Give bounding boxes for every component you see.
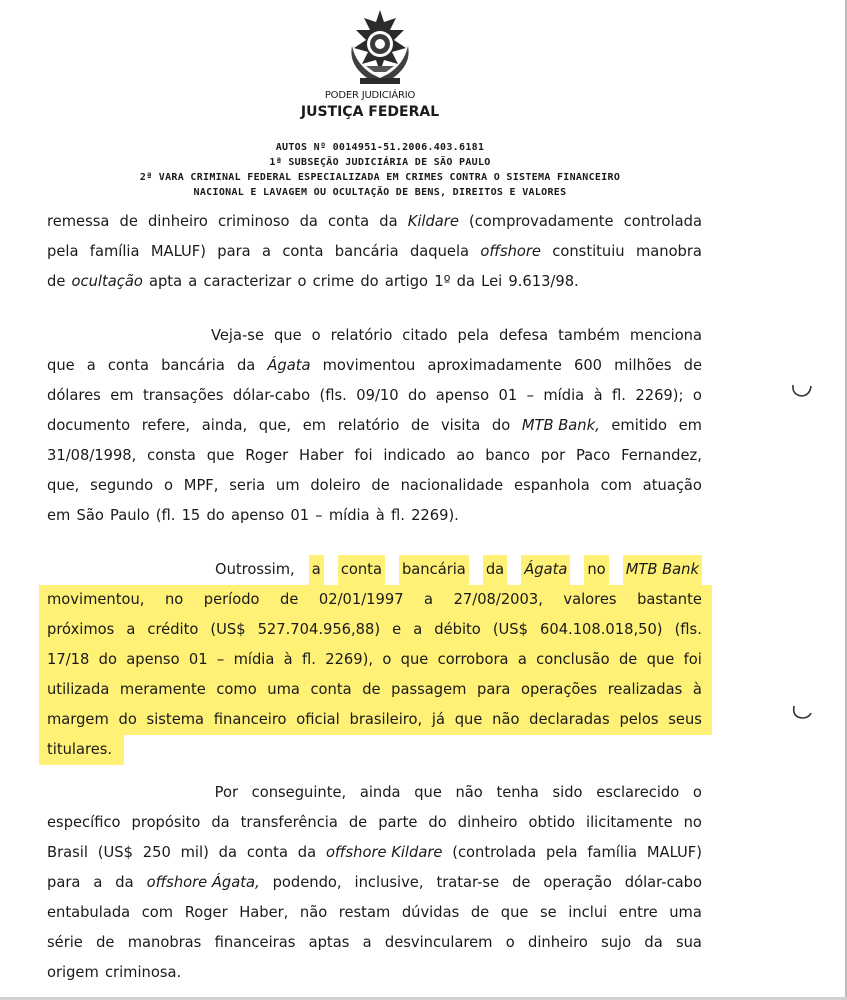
- word: a: [413, 621, 423, 638]
- word: 1º: [434, 273, 451, 290]
- word: conta: [328, 213, 370, 230]
- word: do: [360, 273, 379, 290]
- word: que: [273, 327, 302, 344]
- word: bancária: [334, 243, 399, 260]
- word: mídia: [233, 651, 275, 668]
- word: dinheiro: [457, 814, 518, 831]
- word: que: [400, 651, 429, 668]
- word: doleiro: [310, 477, 361, 494]
- word: defesa: [498, 327, 549, 344]
- word: mídia: [543, 387, 585, 404]
- word: da: [299, 213, 318, 230]
- paragraph-4: [47, 778, 702, 988]
- word: MTB Bank,: [521, 417, 600, 434]
- word: transações: [142, 387, 224, 404]
- word: documento: [47, 417, 131, 434]
- word: criminosa.: [104, 964, 182, 981]
- word: como: [216, 681, 257, 698]
- word: offshore Kildare: [325, 844, 443, 861]
- court-division-line-2: NACIONAL E LAVAGEM OU OCULTAÇÃO DE BENS, DIREITOS E VALORES: [193, 187, 567, 198]
- word: Paulo: [110, 507, 150, 524]
- word: operações: [520, 681, 598, 698]
- word: 2269);: [635, 387, 684, 404]
- word: 2269).: [411, 507, 459, 524]
- word: transferência: [240, 814, 338, 831]
- word: 600: [573, 357, 603, 374]
- word: passagem: [391, 681, 467, 698]
- word: dúvidas: [401, 904, 460, 921]
- word: com: [600, 477, 632, 494]
- word: apenso: [126, 651, 180, 668]
- word: pela: [546, 844, 578, 861]
- word: brasileiro,: [349, 711, 423, 728]
- word: para: [217, 243, 251, 260]
- text-line: [47, 501, 702, 531]
- word: valores: [563, 591, 617, 608]
- case-header-block: [0, 140, 760, 200]
- word: para: [477, 681, 511, 698]
- word: de: [411, 417, 430, 434]
- word: da: [236, 357, 256, 374]
- word: MALUF): [646, 844, 702, 861]
- word: de: [371, 477, 390, 494]
- word: Haber: [299, 447, 344, 464]
- word: o: [692, 387, 702, 404]
- word: e: [392, 621, 402, 638]
- word: fl.: [302, 651, 316, 668]
- word: período: [203, 591, 260, 608]
- word: mil): [180, 844, 209, 861]
- word: da: [211, 814, 230, 831]
- word: São: [76, 507, 104, 524]
- word: por: [540, 447, 566, 464]
- word: específico: [47, 814, 121, 831]
- word: offshore: [480, 243, 541, 260]
- word: 15: [181, 507, 201, 524]
- word: consta: [147, 447, 196, 464]
- word: à: [593, 387, 603, 404]
- text-line: [47, 778, 702, 808]
- word: Brasil: [47, 844, 88, 861]
- word: Veja-se: [210, 327, 264, 344]
- text-line: [47, 321, 702, 351]
- word: inclui: [568, 904, 608, 921]
- word: 17/18: [47, 651, 90, 668]
- word: que: [500, 904, 529, 921]
- word: parte: [378, 814, 418, 831]
- text-line: [47, 868, 702, 898]
- word: 604.108.018,50): [540, 621, 663, 638]
- word: do: [408, 387, 427, 404]
- word: –: [315, 507, 323, 524]
- word: de: [618, 651, 638, 668]
- word: manobras: [127, 934, 202, 951]
- text-line: [47, 381, 702, 411]
- word: se: [540, 904, 557, 921]
- word: sido: [552, 784, 583, 801]
- word: desvincularem: [384, 934, 493, 951]
- word: corrobora: [437, 651, 509, 668]
- word: 01: [290, 507, 310, 524]
- word: que: [206, 447, 235, 464]
- word: 27/08/2003,: [453, 591, 543, 608]
- word: no: [164, 591, 184, 608]
- text-line: [47, 928, 702, 958]
- word: fl.: [390, 507, 405, 524]
- word: que: [414, 784, 442, 801]
- word: movimentou: [322, 357, 416, 374]
- word: relatório: [330, 327, 393, 344]
- word: –: [526, 387, 534, 404]
- text-line: [47, 958, 702, 988]
- word: conta: [282, 243, 324, 260]
- word: conta: [246, 844, 288, 861]
- word: ainda,: [201, 417, 248, 434]
- word: conta: [338, 555, 385, 585]
- word: Outrossim,: [215, 561, 295, 578]
- word: movimentou,: [47, 591, 145, 608]
- word: banco: [485, 447, 530, 464]
- text-line: [47, 808, 702, 838]
- word: de: [47, 273, 66, 290]
- word: o: [297, 273, 307, 290]
- text-line: [47, 411, 702, 441]
- word: não: [455, 784, 483, 801]
- word: a: [424, 591, 434, 608]
- case-number: AUTOS Nº 0014951-51.2006.403.6181: [275, 142, 485, 153]
- word: manobra: [635, 243, 702, 260]
- word: atuação: [642, 477, 702, 494]
- word: da: [483, 555, 507, 585]
- word: a: [93, 874, 103, 891]
- word: Roger: [184, 904, 228, 921]
- word: dinheiro: [528, 934, 588, 951]
- word: em: [110, 387, 134, 404]
- text-line: [47, 471, 702, 501]
- word: uma: [267, 681, 300, 698]
- word: remessa: [47, 213, 110, 230]
- word: com: [141, 904, 174, 921]
- word: conclusão: [536, 651, 610, 668]
- word: aptas: [308, 934, 350, 951]
- word: da: [456, 273, 475, 290]
- word: não: [492, 711, 520, 728]
- word: MALUF): [150, 243, 206, 260]
- word: bancária: [399, 555, 469, 585]
- word: a: [261, 243, 271, 260]
- word: tenha: [496, 784, 539, 801]
- text-line: [47, 838, 702, 868]
- word: em: [47, 507, 71, 524]
- word: que: [646, 651, 675, 668]
- text-line: [39, 615, 712, 645]
- pen-mark-icon: [790, 703, 814, 721]
- word: apenso: [435, 387, 490, 404]
- word: entabulada: [47, 904, 131, 921]
- word: declaradas: [529, 711, 610, 728]
- word: indicado: [383, 447, 446, 464]
- word: do: [206, 507, 225, 524]
- word: a: [517, 651, 527, 668]
- word: próximos: [47, 621, 115, 638]
- word: 2269),: [325, 651, 374, 668]
- word: obtido: [528, 814, 576, 831]
- word: segundo: [90, 477, 154, 494]
- word: Kildare: [407, 213, 459, 230]
- word: foi: [683, 651, 702, 668]
- word: Roger: [245, 447, 289, 464]
- word: a: [86, 357, 96, 374]
- word: série: [47, 934, 83, 951]
- word: que,: [258, 417, 292, 434]
- text-line: [47, 207, 702, 237]
- word: relatório: [337, 417, 400, 434]
- word: o: [163, 477, 173, 494]
- word: o: [692, 784, 702, 801]
- word: sujo: [601, 934, 632, 951]
- word: 250: [142, 844, 171, 861]
- word: dinheiro: [147, 213, 208, 230]
- word: seus: [668, 711, 702, 728]
- word: (fls.: [674, 621, 702, 638]
- word: propósito: [131, 814, 201, 831]
- word: pela: [47, 243, 79, 260]
- word: sistema: [146, 711, 205, 728]
- word: não: [299, 904, 328, 921]
- word: artigo: [384, 273, 429, 290]
- word: no: [584, 555, 608, 585]
- word: fl.: [612, 387, 626, 404]
- word: que,: [47, 477, 80, 494]
- word: (US$: [492, 621, 528, 638]
- word: da: [644, 934, 663, 951]
- word: de: [470, 904, 490, 921]
- word: refere,: [141, 417, 191, 434]
- word: espanhola: [514, 477, 590, 494]
- word: seria: [229, 477, 266, 494]
- word: entre: [618, 904, 658, 921]
- word: realizadas: [607, 681, 683, 698]
- word: 527.704.956,88): [257, 621, 381, 638]
- text-line: [47, 267, 702, 297]
- paragraph-1: [47, 207, 702, 297]
- word: 01: [188, 651, 208, 668]
- word: Ágata: [267, 357, 311, 374]
- pen-mark-icon: [790, 381, 814, 399]
- text-line: [47, 555, 702, 585]
- word: Fernandez,: [621, 447, 702, 464]
- word: à: [283, 651, 293, 668]
- word: para: [47, 874, 81, 891]
- word: nacionalidade: [400, 477, 504, 494]
- word: titulares.: [47, 741, 113, 758]
- word: de: [119, 213, 138, 230]
- text-line: [47, 898, 702, 928]
- word: 31/08/1998,: [47, 447, 137, 464]
- word: daquela: [409, 243, 470, 260]
- word: 01: [498, 387, 518, 404]
- word: bancária: [161, 357, 225, 374]
- word: offshore Ágata,: [146, 874, 260, 891]
- word: (fls.: [319, 387, 347, 404]
- word: restam: [338, 904, 391, 921]
- word: MPF,: [183, 477, 219, 494]
- word: o: [505, 934, 515, 951]
- word: a: [309, 555, 324, 585]
- word: família: [587, 844, 638, 861]
- word: bastante: [637, 591, 702, 608]
- word: pela: [457, 327, 489, 344]
- word: citado: [402, 327, 448, 344]
- word: da: [115, 874, 134, 891]
- text-line: [47, 237, 702, 267]
- word: já: [431, 711, 445, 728]
- text-line: [39, 585, 712, 615]
- text-line: [39, 675, 712, 705]
- word: ainda: [359, 784, 401, 801]
- word: ocultação: [71, 273, 143, 290]
- word: conta: [107, 357, 149, 374]
- word: margem: [47, 711, 109, 728]
- word: a: [188, 273, 198, 290]
- word: pelos: [619, 711, 659, 728]
- word: 09/10: [356, 387, 399, 404]
- word: à: [375, 507, 385, 524]
- word: ilicitamente: [586, 814, 673, 831]
- word: também: [558, 327, 620, 344]
- word: oficial: [296, 711, 340, 728]
- word: foi: [354, 447, 373, 464]
- word: Haber,: [239, 904, 289, 921]
- word: inclusive,: [354, 874, 424, 891]
- word: esclarecido: [596, 784, 680, 801]
- word: conseguinte,: [251, 784, 347, 801]
- word: constituiu: [552, 243, 625, 260]
- word: visita: [440, 417, 481, 434]
- word: família: [89, 243, 140, 260]
- word: podendo,: [272, 874, 342, 891]
- word: que: [454, 711, 483, 728]
- word: de: [348, 814, 368, 831]
- word: à: [692, 681, 702, 698]
- word: débito: [434, 621, 481, 638]
- word: mídia: [328, 507, 370, 524]
- word: de: [683, 357, 702, 374]
- court-name-title: JUSTIÇA FEDERAL: [300, 104, 440, 120]
- word: de: [362, 681, 381, 698]
- word: operação: [543, 874, 612, 891]
- word: do: [118, 711, 137, 728]
- word: financeiro: [213, 711, 287, 728]
- word: (US$: [210, 621, 246, 638]
- word: criminoso: [217, 213, 290, 230]
- word: o: [311, 327, 321, 344]
- word: a: [126, 621, 136, 638]
- word: de: [280, 591, 299, 608]
- word: Paco: [575, 447, 611, 464]
- word: milhões: [614, 357, 672, 374]
- word: o: [382, 651, 392, 668]
- word: (comprovadamente: [469, 213, 614, 230]
- word: tratar-se: [436, 874, 500, 891]
- word: da: [379, 213, 398, 230]
- word: uma: [669, 904, 702, 921]
- text-line: [47, 351, 702, 381]
- word: utilizada: [47, 681, 110, 698]
- word: ao: [456, 447, 475, 464]
- paragraph-2: [47, 321, 702, 531]
- text-line: [47, 735, 702, 765]
- word: Ágata: [521, 555, 570, 585]
- text-line: [39, 645, 712, 675]
- word: dólar-cabo: [232, 387, 311, 404]
- word: em: [302, 417, 327, 434]
- text-line: [47, 441, 702, 471]
- word: um: [275, 477, 300, 494]
- word: crédito: [147, 621, 199, 638]
- word: a: [362, 934, 372, 951]
- word: meramente: [119, 681, 206, 698]
- word: MTB Bank: [623, 555, 702, 585]
- word: conta: [310, 681, 352, 698]
- word: que: [47, 357, 75, 374]
- word: emitido: [611, 417, 667, 434]
- word: apta: [148, 273, 183, 290]
- word: origem: [47, 964, 99, 981]
- word: de: [96, 934, 115, 951]
- word: em: [678, 417, 702, 434]
- word: menciona: [629, 327, 702, 344]
- word: crime: [312, 273, 355, 290]
- word: do: [428, 814, 447, 831]
- word: da: [218, 844, 237, 861]
- coat-of-arms-emblem: [330, 6, 430, 88]
- word: (US$: [97, 844, 133, 861]
- word: sua: [675, 934, 702, 951]
- word: no: [683, 814, 702, 831]
- word: dólar-cabo: [624, 874, 702, 891]
- judicial-subsection: 1ª SUBSEÇÃO JUDICIÁRIA DE SÃO PAULO: [269, 157, 491, 168]
- word: controlada: [623, 213, 702, 230]
- word: (fl.: [155, 507, 176, 524]
- word: 02/01/1997: [318, 591, 404, 608]
- word: dólares: [47, 387, 101, 404]
- word: caracterizar: [203, 273, 292, 290]
- word: de: [512, 874, 531, 891]
- text-line: [39, 705, 712, 735]
- word: financeiras: [214, 934, 296, 951]
- court-division-line-1: 2ª VARA CRIMINAL FEDERAL ESPECIALIZADA EM CRIMES CONTRA O SISTEMA FINANCEIRO: [139, 172, 621, 183]
- word: aproximadamente: [427, 357, 562, 374]
- word: do: [491, 417, 511, 434]
- court-branch-label: PODER JUDICIÁRIO: [324, 90, 416, 101]
- word: do: [98, 651, 117, 668]
- word: 9.613/98.: [508, 273, 579, 290]
- word: –: [216, 651, 225, 668]
- word: (controlada: [452, 844, 537, 861]
- paragraph-3-highlighted: [47, 555, 702, 765]
- word: Lei: [481, 273, 503, 290]
- word: da: [297, 844, 317, 861]
- word: Por: [214, 784, 238, 801]
- word: apenso: [230, 507, 285, 524]
